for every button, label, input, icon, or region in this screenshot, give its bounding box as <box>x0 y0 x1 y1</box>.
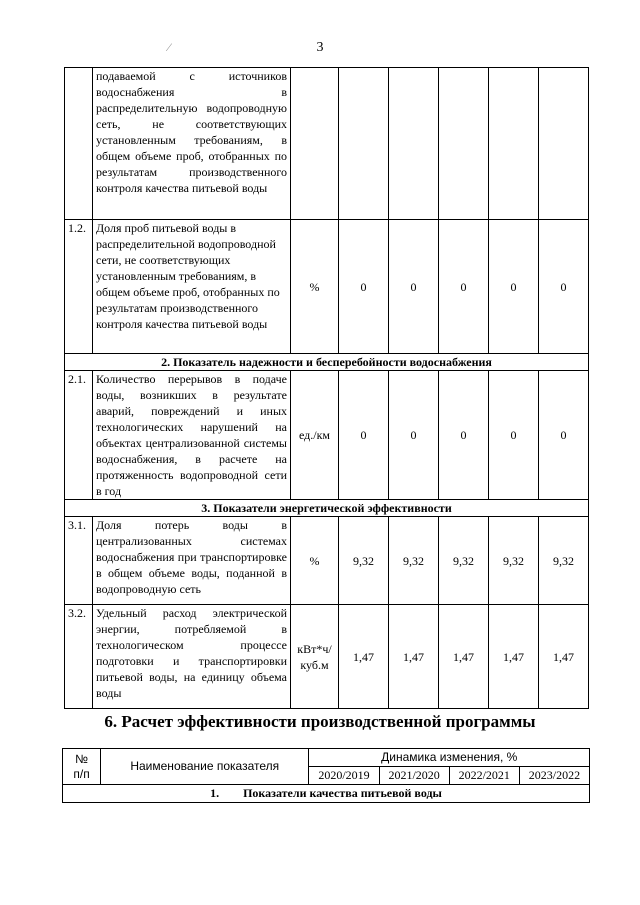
unit-cell: кВт*ч/ куб.м <box>291 605 339 709</box>
number-header: № п/п <box>63 749 101 785</box>
value-cell: 1,47 <box>539 605 589 709</box>
value-cell <box>389 68 439 220</box>
dynamics-header: Динамика изменения, % <box>309 749 590 767</box>
section-number: 1. <box>210 786 220 800</box>
period-header: 2023/2022 <box>519 767 589 785</box>
table-row <box>65 68 589 220</box>
name-header: Наименование показателя <box>101 749 309 785</box>
value-cell: 0 <box>389 371 439 500</box>
indicators-table <box>64 67 589 709</box>
value-cell: 0 <box>539 371 589 500</box>
value-cell: 9,32 <box>339 517 389 605</box>
table-row <box>65 517 589 605</box>
row-number: 3.1. <box>65 517 93 605</box>
value-cell: 0 <box>539 220 589 354</box>
value-cell: 1,47 <box>489 605 539 709</box>
section-heading: 6. Расчет эффективности производственной программы <box>104 712 536 731</box>
table-row <box>65 371 589 500</box>
section-title: 3. Показатели энергетической эффективности <box>65 500 589 517</box>
value-cell <box>439 68 489 220</box>
indicator-name: Доля потерь воды в централизованных системах водоснабжения при транспортировке в общем объеме воды, поданной в водопроводную сеть <box>93 517 291 605</box>
value-cell: 1,47 <box>439 605 489 709</box>
row-number: 2.1. <box>65 371 93 500</box>
unit-cell: ед./км <box>291 371 339 500</box>
unit-cell: % <box>291 220 339 354</box>
value-cell: 0 <box>439 220 489 354</box>
value-cell: 1,47 <box>389 605 439 709</box>
value-cell: 0 <box>439 371 489 500</box>
efficiency-table <box>62 748 590 803</box>
value-cell: 9,32 <box>539 517 589 605</box>
table-row <box>65 605 589 709</box>
period-header: 2021/2020 <box>379 767 449 785</box>
section-row <box>65 500 589 517</box>
value-cell: 0 <box>489 220 539 354</box>
section-title: 2. Показатель надежности и бесперебойности водоснабжения <box>65 354 589 371</box>
value-cell: 0 <box>389 220 439 354</box>
period-header: 2022/2021 <box>449 767 519 785</box>
value-cell <box>489 68 539 220</box>
value-cell <box>539 68 589 220</box>
indicator-name: Удельный расход электрической энергии, потребляемой в технологическом процессе подготовки и транспортировки питьевой воды, на единицу объема воды <box>93 605 291 709</box>
value-cell: 1,47 <box>339 605 389 709</box>
value-cell: 0 <box>339 220 389 354</box>
value-cell: 0 <box>489 371 539 500</box>
page-number: 3 <box>316 40 324 55</box>
unit-cell: % <box>291 517 339 605</box>
indicator-name: Доля проб питьевой воды в распределительной водопроводной сети, не соответствующих установленным требованиям, в общем объеме проб, отобранных по результатам производственного контроля качества питьевой воды <box>93 220 291 354</box>
value-cell: 9,32 <box>389 517 439 605</box>
table-row <box>65 220 589 354</box>
indicator-name: подаваемой с источников водоснабжения в распределительную водопроводную сеть, не соответствующих установленным требованиям, в общем объеме проб, отобранных по результатам производственного контроля качества питьевой воды <box>93 68 291 220</box>
row-number: 3.2. <box>65 605 93 709</box>
section-row <box>65 354 589 371</box>
period-header: 2020/2019 <box>309 767 379 785</box>
section-title: Показатели качества питьевой воды <box>243 786 442 800</box>
value-cell: 0 <box>339 371 389 500</box>
section-row <box>63 785 590 803</box>
row-number: 1.2. <box>65 220 93 354</box>
header-row <box>63 749 590 767</box>
unit-cell <box>291 68 339 220</box>
value-cell: 9,32 <box>489 517 539 605</box>
indicator-name: Количество перерывов в подаче воды, возникших в результате аварий, повреждений и иных технологических нарушений на объектах централизованной системы водоснабжения, в расчете на протяженность водопроводной сети в год <box>93 371 291 500</box>
value-cell <box>339 68 389 220</box>
value-cell: 9,32 <box>439 517 489 605</box>
row-number <box>65 68 93 220</box>
pen-mark: ⁄ <box>168 40 171 54</box>
section-title-cell <box>63 785 590 803</box>
